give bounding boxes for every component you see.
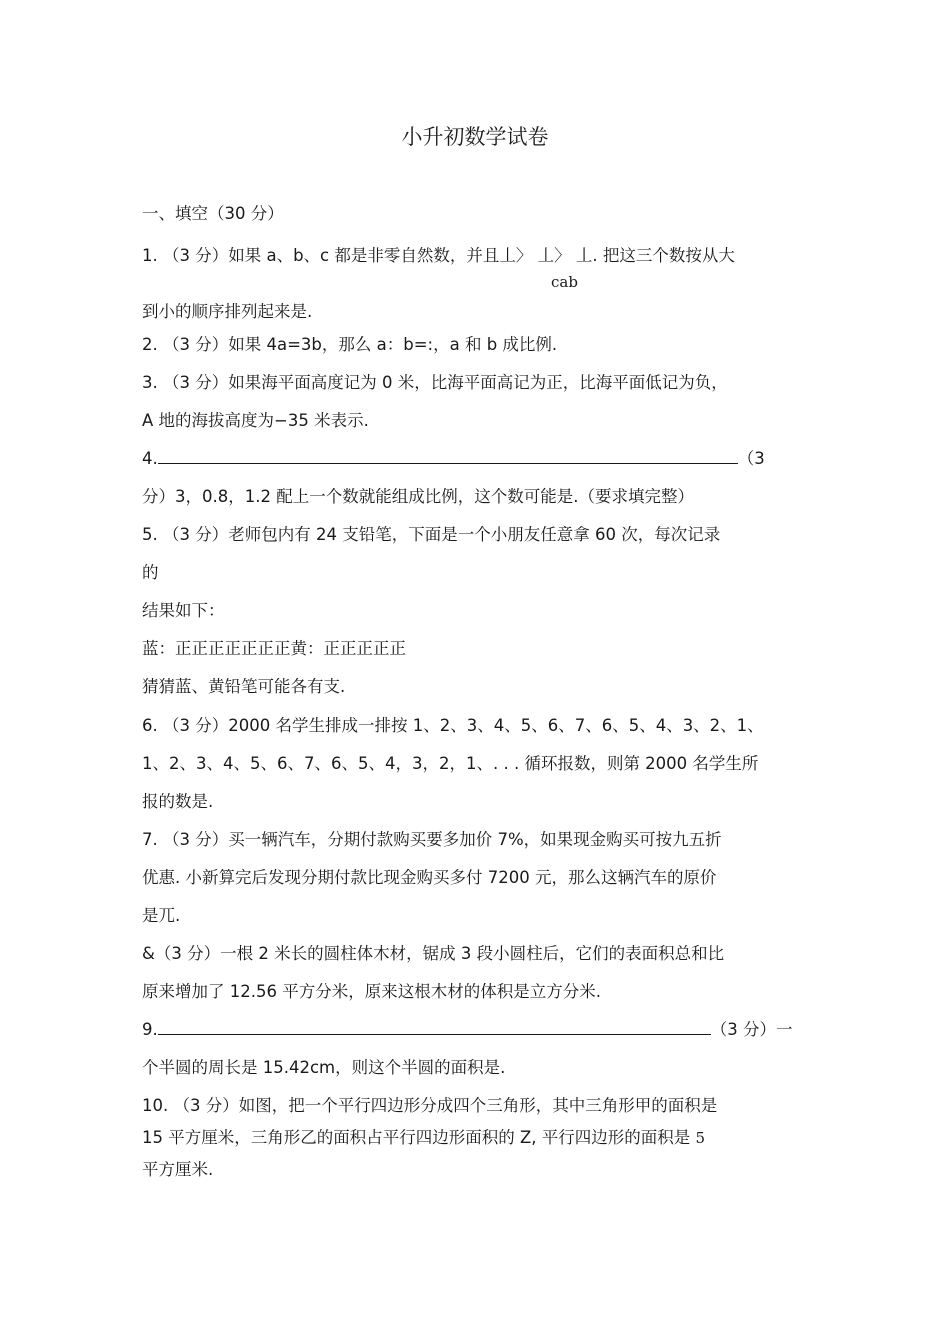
question-1-line-1: 1. （3 分）如果 a、b、c 都是非零自然数，并且丄〉 丄〉 丄. 把这三个数按从大 bbox=[142, 246, 735, 265]
question-6-line-3: 报的数是. bbox=[142, 792, 214, 811]
question-8-line-1: &（3 分）一根 2 米长的圆柱体木材，锯成 3 段小圆柱后，它们的表面积总和比 bbox=[142, 944, 725, 963]
question-5-line-3: 结果如下： bbox=[142, 601, 225, 620]
question-3-line-2: A 地的海拔高度为−35 米表示. bbox=[142, 411, 369, 430]
question-9-answer-blank[interactable] bbox=[158, 1020, 711, 1035]
question-1-line-2: 到小的顺序排列起来是. bbox=[142, 302, 313, 321]
question-7-line-2: 优惠. 小新算完后发现分期付款比现金购买多付 7200 元，那么这辆汽车的原价 bbox=[142, 868, 717, 887]
question-1-subscript: cab bbox=[551, 273, 578, 291]
question-4-score: （3 bbox=[737, 449, 765, 468]
question-7-line-1: 7. （3 分）买一辆汽车，分期付款购买要多加价 7%，如果现金购买可按九五折 bbox=[142, 830, 722, 849]
question-2: 2. （3 分）如果 4a=3b，那么 a：b=:，a 和 b 成比例. bbox=[142, 335, 558, 354]
question-4-line-1 bbox=[142, 447, 765, 471]
question-5-tally: 蓝：正正正正正正正黄：正正正正正 bbox=[142, 639, 406, 658]
section-heading: 一、填空（30 分） bbox=[142, 204, 284, 223]
question-5-line-1: 5. （3 分）老师包内有 24 支铅笔，下面是一个小朋友任意拿 60 次，每次记录 bbox=[142, 525, 721, 544]
question-6-line-1: 6. （3 分）2000 名学生排成一排按 1、2、3、4、5、6、7、6、5、4、3、2、1、 bbox=[142, 716, 764, 735]
question-10-line-1: 10. （3 分）如图，把一个平行四边形分成四个三角形，其中三角形甲的面积是 bbox=[142, 1096, 718, 1115]
question-10-fraction-digit: 5 bbox=[695, 1129, 706, 1147]
question-9-number: 9. bbox=[142, 1020, 158, 1039]
question-8-line-2: 原来增加了 12.56 平方分米，原来这根木材的体积是立方分米. bbox=[142, 982, 601, 1001]
question-7-line-3: 是兀. bbox=[142, 906, 181, 925]
question-6-line-2: 1、2、3、4、5、6、7、6、5、4，3，2，1、. . . 循环报数，则第 2000 名学生所 bbox=[142, 754, 759, 773]
question-5-line-2: 的 bbox=[142, 563, 159, 582]
question-10-line-3: 平方厘米. bbox=[142, 1160, 214, 1179]
question-5-line-5: 猜猜蓝、黄铅笔可能各有支. bbox=[142, 677, 346, 696]
question-4-number: 4. bbox=[142, 449, 158, 468]
question-10-text: 15 平方厘米，三角形乙的面积占平行四边形面积的 Z, 平行四边形的面积是 bbox=[142, 1128, 696, 1147]
question-4-answer-blank[interactable] bbox=[158, 449, 738, 464]
page-title: 小升初数学试卷 bbox=[401, 125, 549, 149]
question-9-line-2: 个半圆的周长是 15.42cm，则这个半圆的面积是. bbox=[142, 1058, 506, 1077]
question-10-line-2 bbox=[142, 1126, 705, 1150]
question-9-line-1 bbox=[142, 1018, 793, 1042]
question-4-line-2: 分）3，0.8，1.2 配上一个数就能组成比例，这个数可能是.（要求填完整） bbox=[142, 487, 694, 506]
question-3-line-1: 3. （3 分）如果海平面高度记为 0 米，比海平面高记为正，比海平面低记为负， bbox=[142, 373, 728, 392]
question-9-score: （3 分）一 bbox=[710, 1020, 793, 1039]
